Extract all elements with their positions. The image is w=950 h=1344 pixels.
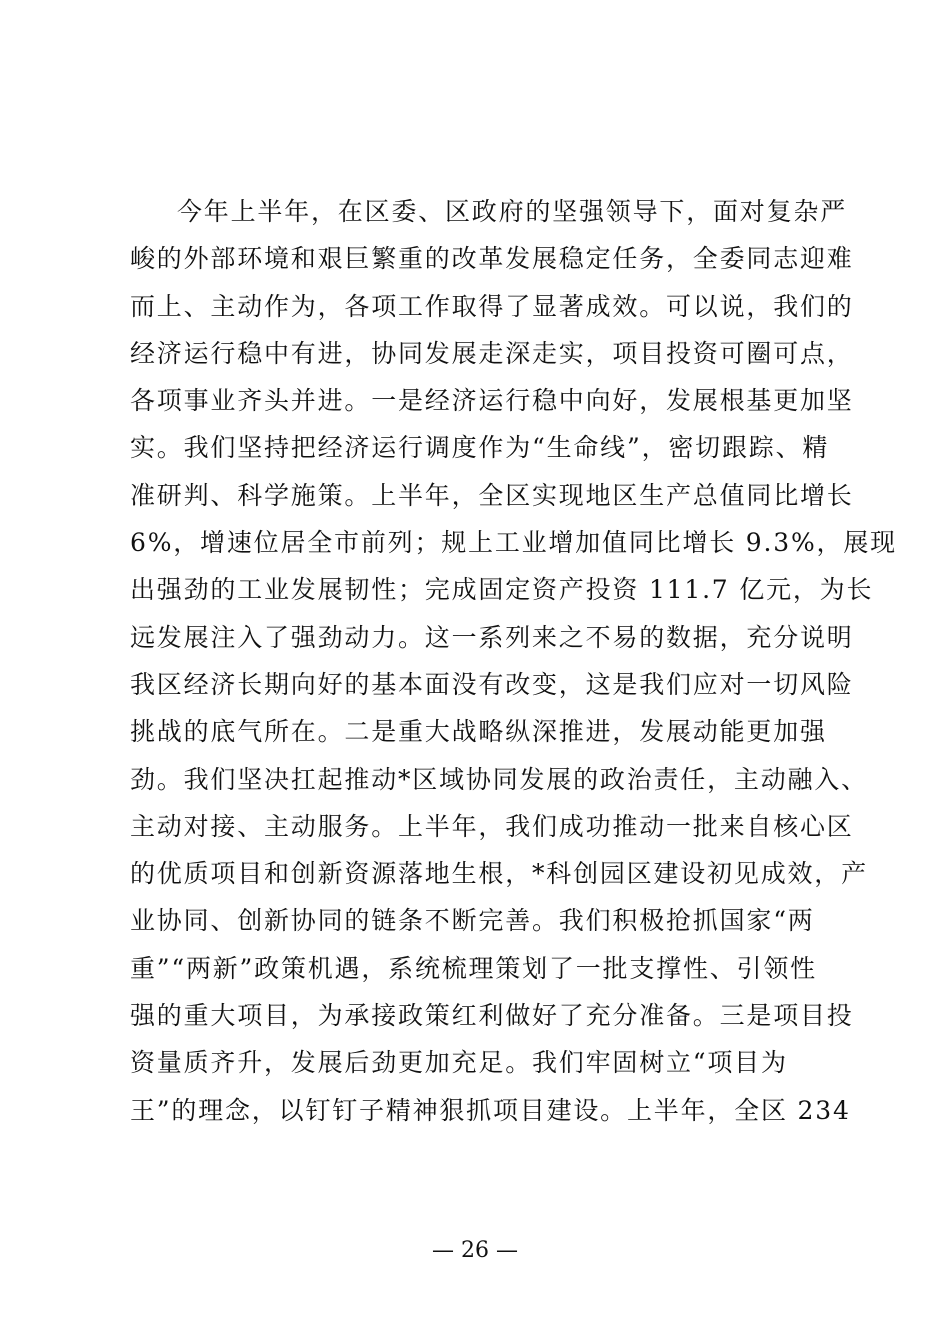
text-line: 重”“两新”政策机遇，系统梳理策划了一批支撑性、引领性: [130, 953, 817, 983]
text-line: 经济运行稳中有进，协同发展走深走实，项目投资可圈可点，: [130, 338, 854, 368]
text-line: 各项事业齐头并进。一是经济运行稳中向好，发展根基更加坚: [130, 386, 854, 416]
text-line: 强的重大项目，为承接政策红利做好了充分准备。三是项目投: [130, 1001, 854, 1031]
text-line: 挑战的底气所在。二是重大战略纵深推进，发展动能更加强: [130, 717, 827, 747]
text-line: 业协同、创新协同的链条不断完善。我们积极抢抓国家“两: [130, 906, 815, 936]
text-line: 出强劲的工业发展韧性；完成固定资产投资 111.7 亿元，为长: [130, 575, 874, 605]
text-line: 王”的理念，以钉钉子精神狠抓项目建设。上半年，全区 234: [130, 1095, 851, 1125]
text-line: 而上、主动作为，各项工作取得了显著成效。可以说，我们的: [130, 291, 854, 321]
text-line: 劲。我们坚决扛起推动*区域协同发展的政治责任，主动融入、: [130, 764, 868, 794]
text-line: 主动对接、主动服务。上半年，我们成功推动一批来自核心区: [130, 811, 854, 841]
body-paragraph: [130, 188, 897, 1134]
text-line: 远发展注入了强劲动力。这一系列来之不易的数据，充分说明: [130, 622, 854, 652]
text-line: 我区经济长期向好的基本面没有改变，这是我们应对一切风险: [130, 669, 854, 699]
text-line: 今年上半年，在区委、区政府的坚强领导下，面对复杂严: [177, 197, 848, 226]
page-number: — 26 —: [432, 1238, 518, 1263]
text-line: 的优质项目和创新资源落地生根，*科创园区建设初见成效，产: [130, 859, 868, 889]
text-line: 峻的外部环境和艰巨繁重的改革发展稳定任务，全委同志迎难: [130, 244, 854, 274]
text-line: 6%，增速位居全市前列；规上工业增加值同比增长 9.3%，展现: [130, 528, 897, 558]
text-line: 实。我们坚持把经济运行调度作为“生命线”，密切跟踪、精: [130, 433, 830, 463]
text-line: 准研判、科学施策。上半年，全区实现地区生产总值同比增长: [130, 480, 854, 510]
text-line: 资量质齐升，发展后劲更加充足。我们牢固树立“项目为: [130, 1048, 788, 1078]
